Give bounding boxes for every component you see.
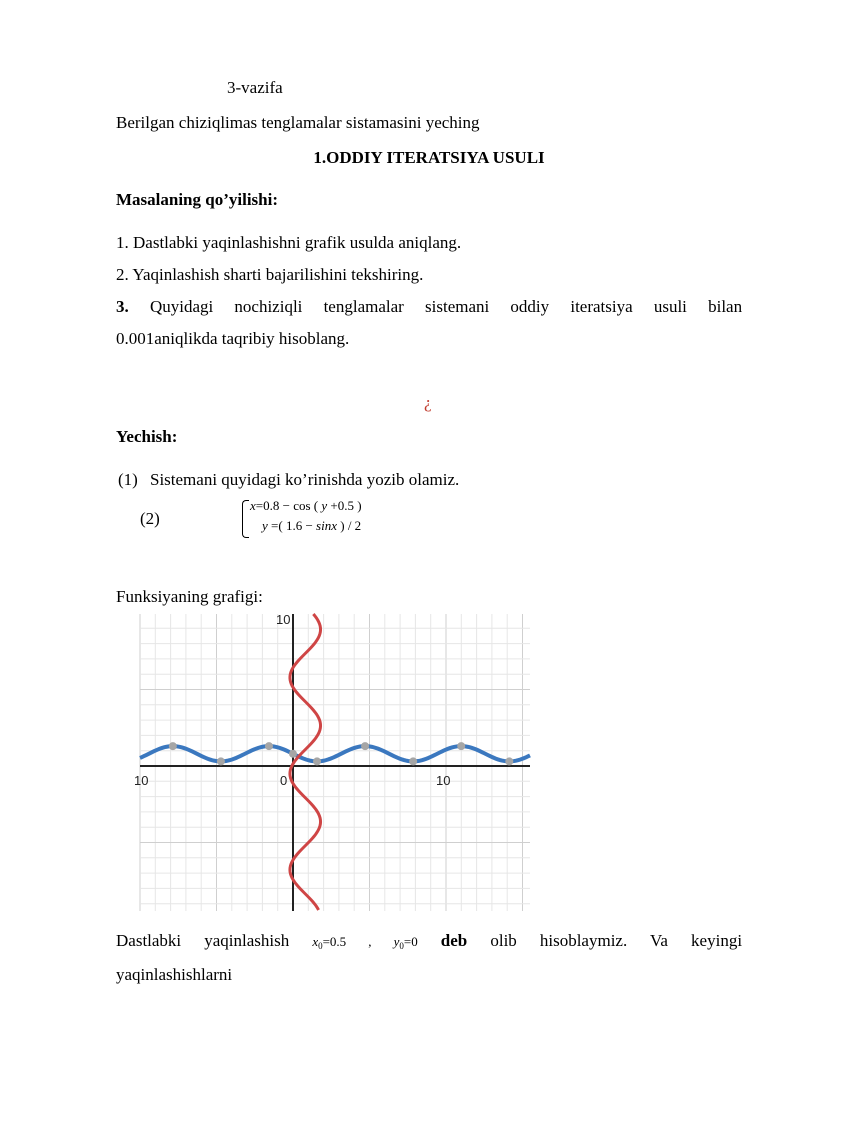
step3-word: nochiziqli (234, 297, 303, 316)
item-2-number: (2) (140, 509, 160, 528)
y0-subscript: 0 (399, 941, 404, 951)
last-word: keyingi (691, 931, 743, 950)
extremum-point (409, 757, 417, 765)
task-title: 3-vazifa (227, 78, 283, 97)
extremum-point (217, 757, 225, 765)
curve-y-of-x (140, 746, 530, 761)
graph-grid (140, 614, 530, 911)
step3-word: usuli (653, 297, 687, 316)
y0-symbol: y (393, 934, 400, 949)
step3-word: iteratsiya (570, 297, 633, 316)
last-line-1 (116, 931, 742, 951)
step3-word: sistemani (425, 297, 490, 316)
tick-label-top: 10 (276, 612, 291, 627)
step-3-line-1 (116, 297, 742, 317)
last-word: yaqinlashish (204, 931, 290, 950)
last-word: olib (490, 931, 517, 950)
solution-heading: Yechish: (116, 427, 178, 446)
extremum-point (361, 742, 369, 750)
eq1-rhs-a: =0.8 − cos ( (255, 498, 322, 513)
last-word: Dastlabki (116, 931, 182, 950)
step3-word: Quyidagi (149, 297, 214, 316)
eq1-rhs-b: +0.5 ) (327, 498, 362, 513)
eq2-var-y: y (262, 518, 268, 533)
extremum-point (457, 742, 465, 750)
problem-heading: Masalaning qo’yilishi: (116, 190, 279, 209)
last-word: Va (650, 931, 668, 950)
tick-label-right: 10 (436, 773, 451, 788)
eq1-var-y: y (321, 498, 328, 513)
extremum-point (169, 742, 177, 750)
item-1-number: (1) (118, 470, 138, 489)
tick-label-origin: 0 (280, 773, 288, 788)
y0-value: =0 (403, 934, 418, 949)
extremum-point (313, 757, 321, 765)
x0-value: =0.5 (322, 934, 347, 949)
initial-approximation (312, 934, 417, 949)
step-3-number: 3. (116, 297, 129, 316)
last-line-2: yaqinlashishlarni (116, 965, 233, 984)
function-graph (134, 612, 530, 911)
graph-label: Funksiyaning grafigi: (116, 587, 263, 606)
eq2-rhs-b: ) / 2 (336, 518, 362, 533)
step-1: 1. Dastlabki yaqinlashishni grafik usulda aniqlang. (116, 233, 462, 252)
system-brace (242, 500, 249, 538)
extremum-point (505, 757, 513, 765)
eq2-sinx: sinx (316, 518, 337, 533)
last-word: hisoblaymiz. (539, 931, 628, 950)
step3-word: tenglamalar (323, 297, 404, 316)
extremum-point (265, 742, 273, 750)
x0-symbol: x (312, 934, 319, 949)
comma: , (368, 934, 372, 949)
step3-word: bilan (708, 297, 743, 316)
extremum-point (289, 750, 297, 758)
intro-text: Berilgan chiziqlimas tenglamalar sistamasini yeching (116, 113, 480, 132)
item-1-text: Sistemani quyidagi ko’rinishda yozib olamiz. (150, 470, 460, 489)
missing-glyph: ¿ (424, 393, 432, 412)
equation-1 (250, 498, 362, 514)
eq1-var-x: x (250, 498, 256, 513)
equation-2 (262, 518, 361, 534)
deb-word: deb (440, 931, 468, 950)
step-3-line-2: 0.001aniqlikda taqribiy hisoblang. (116, 329, 350, 348)
eq2-rhs-a: =( 1.6 − (267, 518, 317, 533)
step3-word: oddiy (510, 297, 550, 316)
method-heading: 1.ODDIY ITERATSIYA USULI (313, 148, 545, 167)
tick-label-left: 10 (134, 773, 149, 788)
x0-subscript: 0 (318, 941, 323, 951)
step-2: 2. Yaqinlashish sharti bajarilishini tekshiring. (116, 265, 424, 284)
